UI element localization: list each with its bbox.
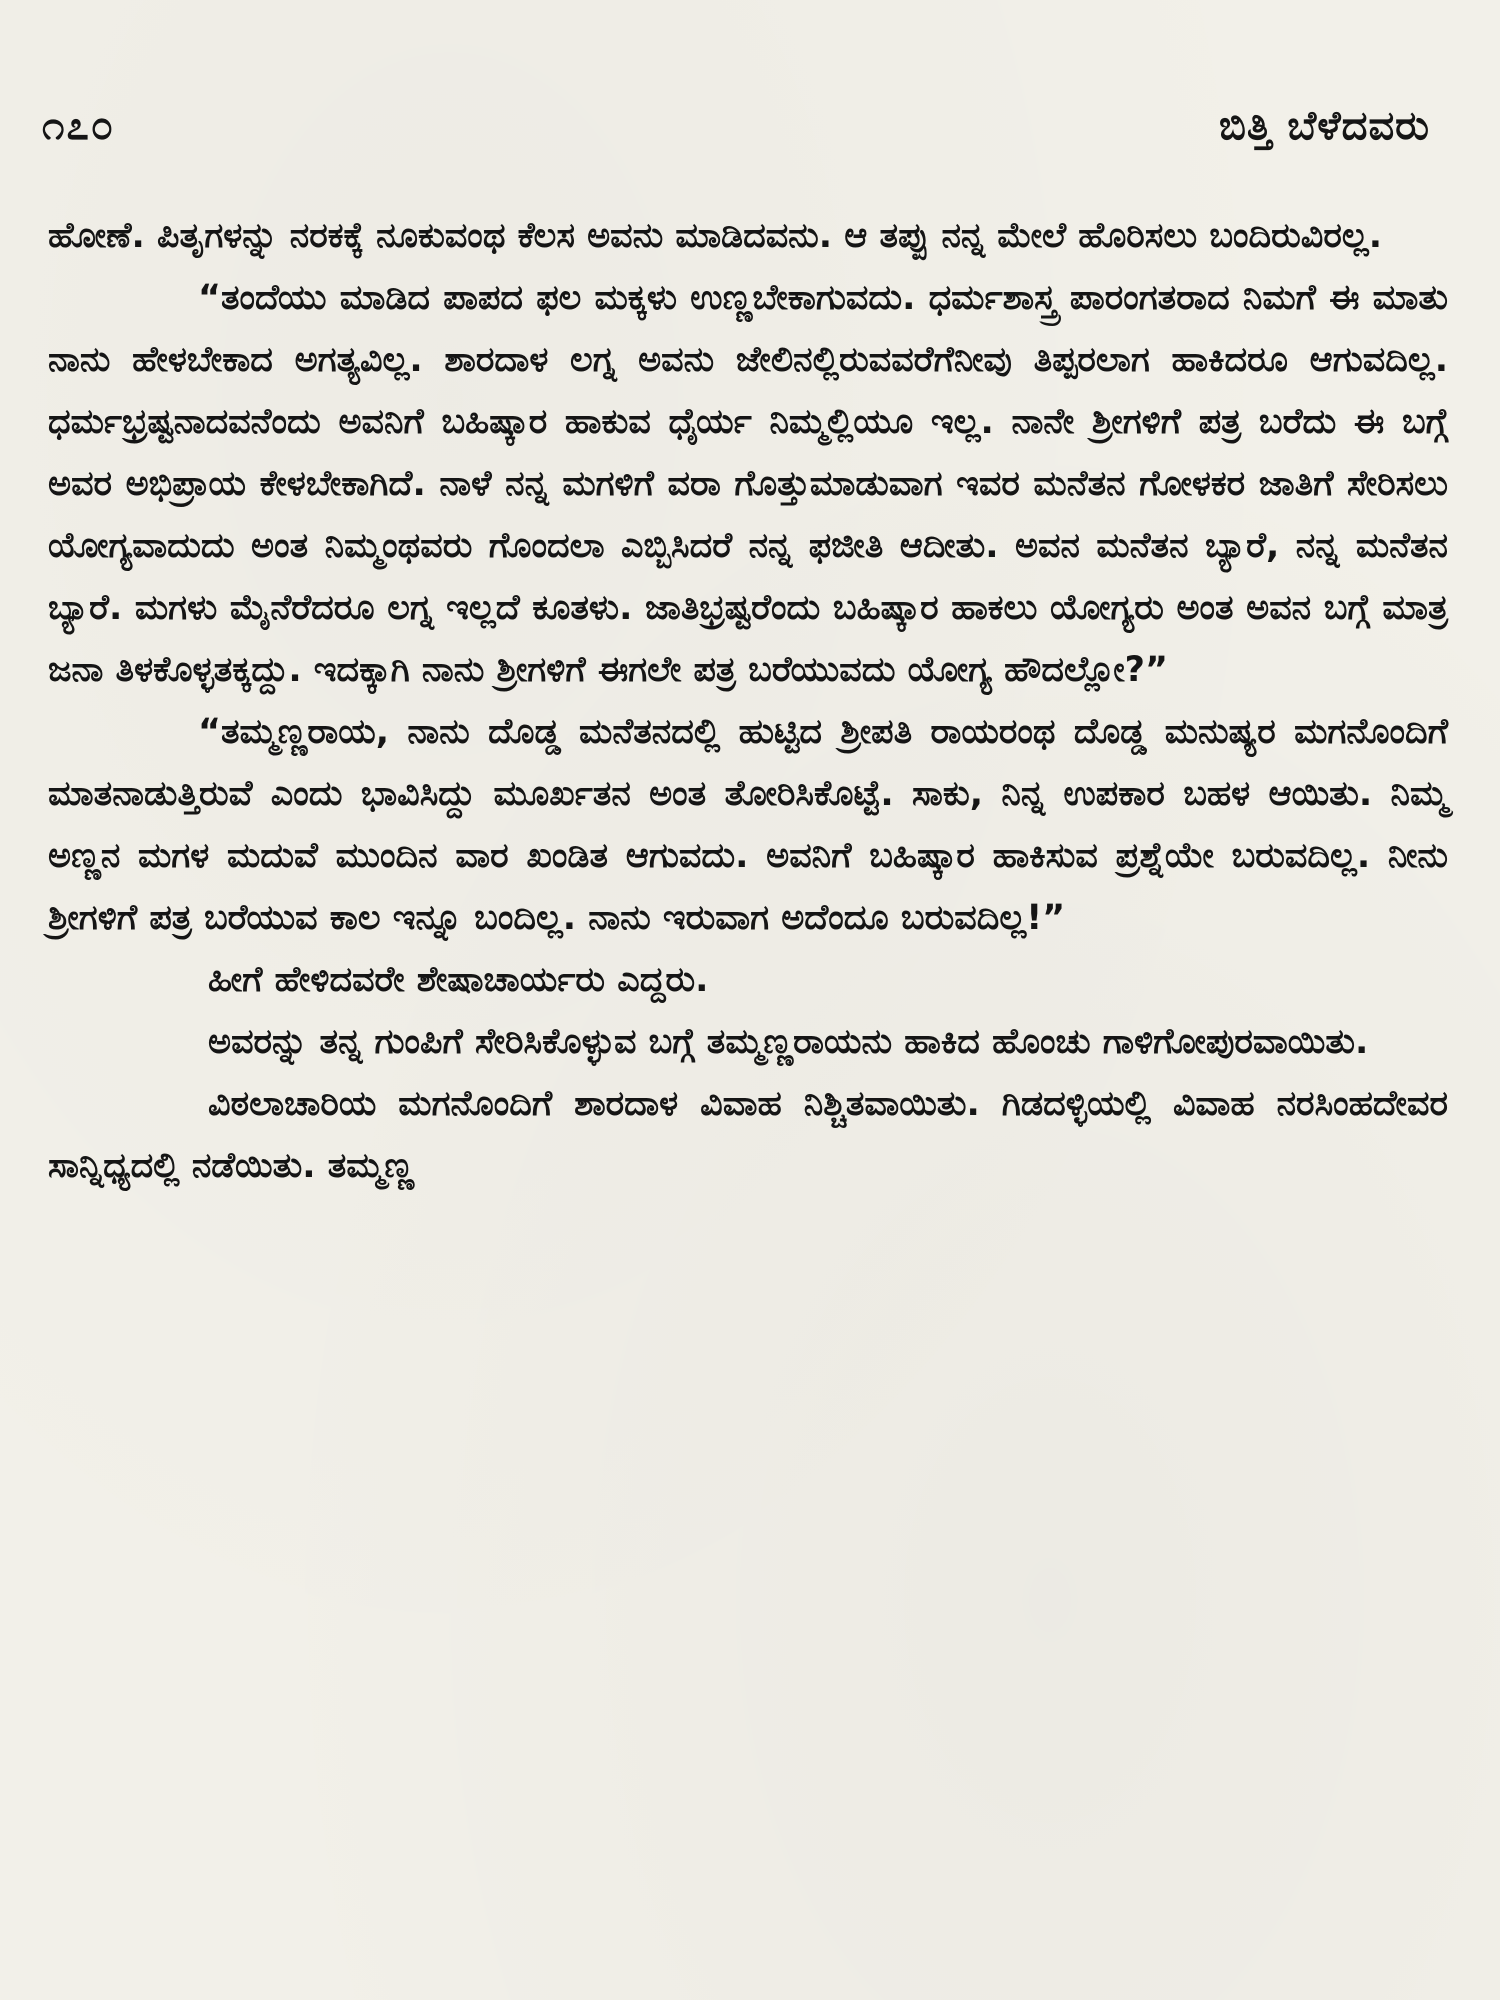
page-header	[42, 96, 1430, 156]
paragraph-6: ವಿಠಲಾಚಾರಿಯ ಮಗನೊಂದಿಗೆ ಶಾರದಾಳ ವಿವಾಹ ನಿಶ್ಚಿತವಾಯಿತು. ಗಿಡದಳ್ಳಿಯಲ್ಲಿ ವಿವಾಹ ನರಸಿಂಹದೇವರ ಸಾನ್ನಿಧ್ಯದಲ್ಲಿ ನಡೆಯಿತು. ತಮ್ಮಣ್ಣ	[48, 1084, 1448, 1186]
paragraph-2: “ತಂದೆಯು ಮಾಡಿದ ಪಾಪದ ಫಲ ಮಕ್ಕಳು ಉಣ್ಣಬೇಕಾಗುವದು. ಧರ್ಮಶಾಸ್ತ್ರ ಪಾರಂಗತರಾದ ನಿಮಗೆ ಈ ಮಾತು ನಾನು ಹೇಳಬೇಕಾದ ಅಗತ್ಯವಿಲ್ಲ. ಶಾರದಾಳ ಲಗ್ನ ಅವನು ಜೇಲಿನಲ್ಲಿರುವವರೆಗೆನೀವು ತಿಪ್ಪರಲಾಗ ಹಾಕಿದರೂ ಆಗುವದಿಲ್ಲ. ಧರ್ಮಭ್ರಷ್ಟನಾದವನೆಂದು ಅವನಿಗೆ ಬಹಿಷ್ಕಾರ ಹಾಕುವ ಧೈರ್ಯ ನಿಮ್ಮಲ್ಲಿಯೂ ಇಲ್ಲ. ನಾನೇ ಶ್ರೀಗಳಿಗೆ ಪತ್ರ ಬರೆದು ಈ ಬಗ್ಗೆ ಅವರ ಅಭಿಪ್ರಾಯ ಕೇಳಬೇಕಾಗಿದೆ. ನಾಳೆ ನನ್ನ ಮಗಳಿಗೆ ವರಾ ಗೊತ್ತುಮಾಡುವಾಗ ಇವರ ಮನೆತನ ಗೋಳಕರ ಜಾತಿಗೆ ಸೇರಿಸಲು ಯೋಗ್ಯವಾದುದು ಅಂತ ನಿಮ್ಮಂಥವರು ಗೊಂದಲಾ ಎಬ್ಬಿಸಿದರೆ ನನ್ನ ಫಜೀತಿ ಆದೀತು. ಅವನ ಮನೆತನ ಬ್ಯಾರೆ, ನನ್ನ ಮನೆತನ ಬ್ಯಾರೆ. ಮಗಳು ಮೈನೆರೆದರೂ ಲಗ್ನ ಇಲ್ಲದೆ ಕೂತಳು. ಜಾತಿಭ್ರಷ್ಟರೆಂದು ಬಹಿಷ್ಕಾರ ಹಾಕಲು ಯೋಗ್ಯರು ಅಂತ ಅವನ ಬಗ್ಗೆ ಮಾತ್ರ ಜನಾ ತಿಳಕೊಳ್ಳತಕ್ಕದ್ದು. ಇದಕ್ಕಾಗಿ ನಾನು ಶ್ರೀಗಳಿಗೆ ಈಗಲೇ ಪತ್ರ ಬರೆಯುವದು ಯೋಗ್ಯ ಹೌದಲ್ಲೋ?”	[48, 278, 1448, 690]
paragraph-3: “ತಮ್ಮಣ್ಣರಾಯ, ನಾನು ದೊಡ್ಡ ಮನೆತನದಲ್ಲಿ ಹುಟ್ಟಿದ ಶ್ರೀಪತಿ ರಾಯರಂಥ ದೊಡ್ಡ ಮನುಷ್ಯರ ಮಗನೊಂದಿಗೆ ಮಾತನಾಡುತ್ತಿರುವೆ ಎಂದು ಭಾವಿಸಿದ್ದು ಮೂರ್ಖತನ ಅಂತ ತೋರಿಸಿಕೊಟ್ಟೆ. ಸಾಕು, ನಿನ್ನ ಉಪಕಾರ ಬಹಳ ಆಯಿತು. ನಿಮ್ಮ ಅಣ್ಣನ ಮಗಳ ಮದುವೆ ಮುಂದಿನ ವಾರ ಖಂಡಿತ ಆಗುವದು. ಅವನಿಗೆ ಬಹಿಷ್ಕಾರ ಹಾಕಿಸುವ ಪ್ರಶ್ನೆಯೇ ಬರುವದಿಲ್ಲ. ನೀನು ಶ್ರೀಗಳಿಗೆ ಪತ್ರ ಬರೆಯುವ ಕಾಲ ಇನ್ನೂ ಬಂದಿಲ್ಲ. ನಾನು ಇರುವಾಗ ಅದೆಂದೂ ಬರುವದಿಲ್ಲ!”	[48, 712, 1448, 938]
page-number: ೧೭೦	[42, 103, 116, 149]
paragraph-4: ಹೀಗೆ ಹೇಳಿದವರೇ ಶೇಷಾಚಾರ್ಯರು ಎದ್ದರು.	[208, 960, 709, 1000]
paragraph-5: ಅವರನ್ನು ತನ್ನ ಗುಂಪಿಗೆ ಸೇರಿಸಿಕೊಳ್ಳುವ ಬಗ್ಗೆ ತಮ್ಮಣ್ಣರಾಯನು ಹಾಕಿದ ಹೊಂಚು ಗಾಳಿಗೋಪುರವಾಯಿತು.	[208, 1022, 1369, 1062]
paragraph-1: ಹೋಣೆ. ಪಿತೃಗಳನ್ನು ನರಕಕ್ಕೆ ನೂಕುವಂಥ ಕೆಲಸ ಅವನು ಮಾಡಿದವನು. ಆ ತಪ್ಪು ನನ್ನ ಮೇಲೆ ಹೊರಿಸಲು ಬಂದಿರುವಿರಲ್ಲ.	[48, 216, 1383, 256]
body-text	[48, 205, 1448, 1197]
running-title: ಬಿತ್ತಿ ಬೆಳೆದವರು	[1218, 103, 1430, 149]
